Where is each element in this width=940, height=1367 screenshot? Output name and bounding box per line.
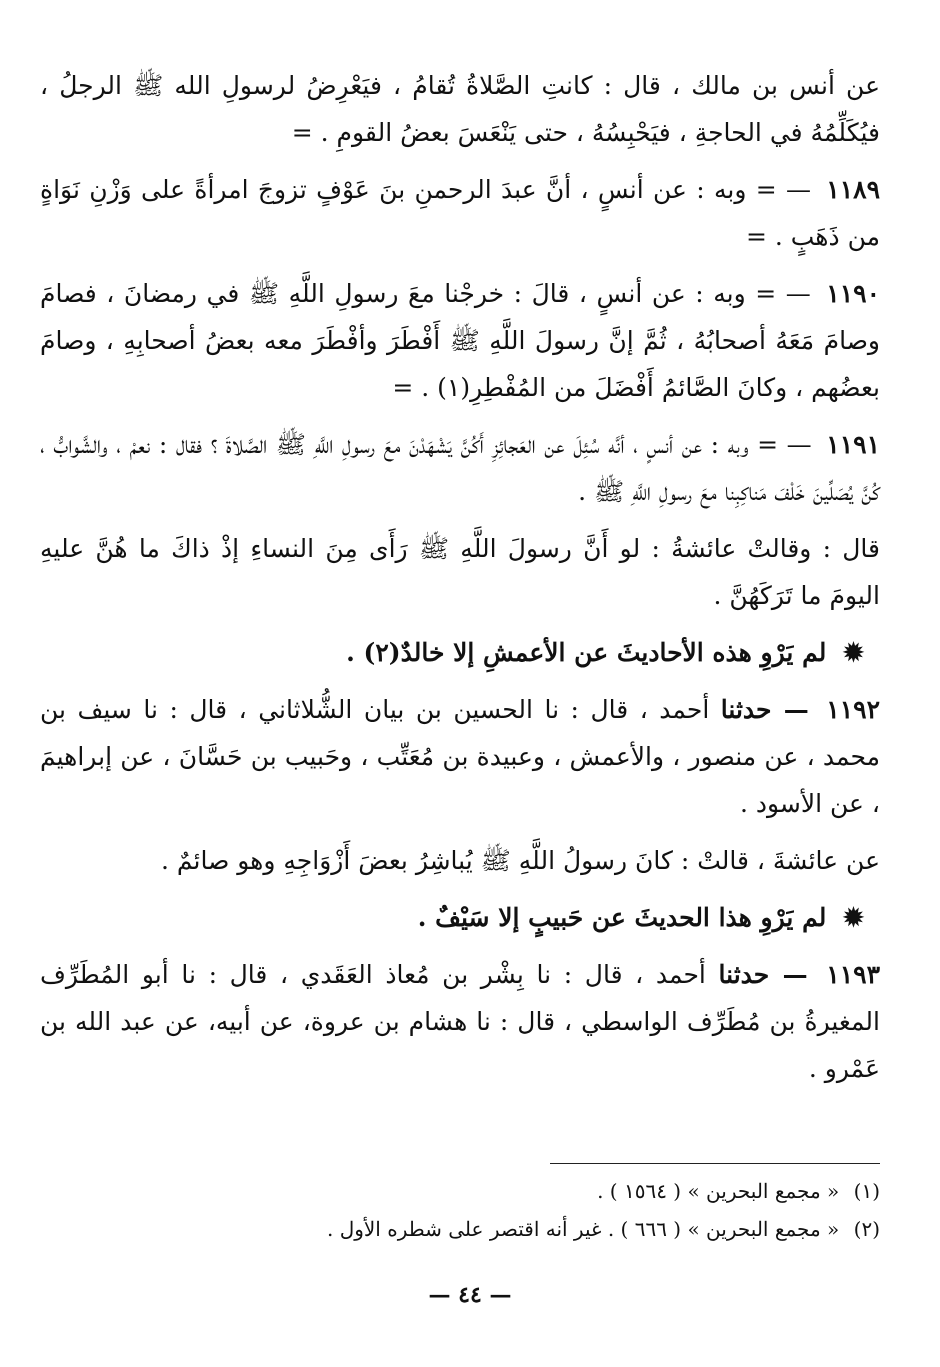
hadith-number: ١١٩٢ — [826, 695, 880, 724]
footnote-text: « مجمع البحرين » ( ٦٦٦ ) . غير أنه اقتصر على شطره الأول . — [327, 1217, 840, 1241]
hadith-1191 — [40, 421, 880, 515]
heading-text: لم يَرْوِ هذا الحديثَ عن حَبيبٍ إلا سَيْفٌ . — [417, 903, 827, 932]
footnotes — [40, 1172, 880, 1248]
paragraph-text: أحمد ، قال : نا بِشْر بن مُعاذ العَقَدي ، قال : نا أبو المُطَرِّف المغيرةُ بن مُطَرِّف الواسطي ، قال : نا هشام بن عروة، عن أبيه، عن عبد الله بن عَمْرو . — [40, 960, 880, 1083]
paragraph-text: أحمد ، قال : نا الحسين بن بيان الشُّلاثاني ، قال : نا سيف بن محمد ، عن منصور ، والأعمش ، وعبيدة بن مُعَتِّب ، وحَبيب بن حَسَّانَ ، عن إبراهيمَ ، عن الأسود . — [40, 695, 880, 818]
hadith-1190 — [40, 270, 880, 411]
page-body — [40, 62, 880, 1102]
hadith-lead: — حدثنا — [718, 960, 808, 989]
paragraph-text: — = وبه : عن أنسٍ ، أنَّه سُئِلَ عن العَجائِزِ أَكُنَّ يَشْهَدْنَ معَ رسولِ اللَّهِ ﷺ الصَّلاةَ ؟ فقال : نعمْ ، والشَّوابُّ ، كُنَّ يُصَلِّينَ خَلْفَ مَناكِبِنا معَ رسولِ اللَّهِ ﷺ . — [40, 430, 880, 506]
section-heading — [40, 894, 880, 941]
footnote — [40, 1172, 880, 1210]
paragraph-text: عن عائشةَ ، قالتْ : كانَ رسولُ اللَّهِ ﷺ يُباشِرُ بعضَ أَزْوَاجِهِ وهو صائمٌ . — [160, 846, 880, 875]
footnote-divider — [550, 1163, 880, 1164]
hadith-1189 — [40, 166, 880, 260]
page-number: — ٤٤ — — [428, 1282, 512, 1308]
section-heading — [40, 629, 880, 676]
hadith-lead: — حدثنا — [720, 695, 809, 724]
hadith-number: ١١٨٩ — [826, 175, 880, 204]
footnote — [40, 1210, 880, 1248]
footnote-text: « مجمع البحرين » ( ١٥٦٤ ) . — [597, 1179, 840, 1203]
star-icon: ✹ — [843, 638, 864, 667]
footnote-number: (٢) — [853, 1217, 880, 1241]
paragraph-text: — = وبه : عن أنسٍ ، قالَ : خرجْنا معَ رسولِ اللَّهِ ﷺ في رمضانَ ، فصامَ وصامَ مَعَهُ أصحابُهُ ، ثُمَّ إنَّ رسولَ اللَّهِ ﷺ أَفْطَرَ وأفْطَرَ معه بعضُ أصحابِهِ ، وصامَ بعضُهم ، وكانَ الصَّائمُ أَفْضَلَ من المُفْطِرِ(١) . = — [40, 279, 880, 402]
star-icon: ✹ — [843, 903, 864, 932]
paragraph — [40, 525, 880, 619]
paragraph-text: عن أنس بن مالك ، قال : كانتِ الصَّلاةُ تُقامُ ، فيَعْرِضُ لرسولِ الله ﷺ الرجلُ ، فيُكَلِّمُهُ في الحاجةِ ، فيَحْبِسُهُ ، حتى يَنْعَسَ بعضُ القومِ . = — [40, 71, 880, 147]
hadith-number: ١١٩١ — [826, 430, 880, 459]
footnote-number: (١) — [853, 1179, 880, 1203]
paragraph-text: قال : وقالتْ عائشةُ : لو أَنَّ رسولَ اللَّهِ ﷺ رَأَى مِنَ النساءِ إذْ ذاكَ ما هُنَّ عليهِ اليومَ ما تَرَكَهُنَّ . — [40, 534, 880, 610]
paragraph — [40, 837, 880, 884]
hadith-number: ١١٩٣ — [826, 960, 881, 989]
paragraph-text: — = وبه : عن أنسٍ ، أنَّ عبدَ الرحمنِ بنَ عَوْفٍ تزوجَ امرأةً على وَزْنِ نَوَاةٍ من ذَهَبٍ . = — [40, 175, 880, 251]
hadith-1192 — [40, 686, 880, 827]
hadith-1193 — [40, 951, 880, 1092]
paragraph — [40, 62, 880, 156]
heading-text: لم يَرْوِ هذه الأحاديثَ عن الأعمشِ إلا خالدٌ(٢) . — [346, 638, 827, 667]
hadith-number: ١١٩٠ — [826, 279, 880, 308]
